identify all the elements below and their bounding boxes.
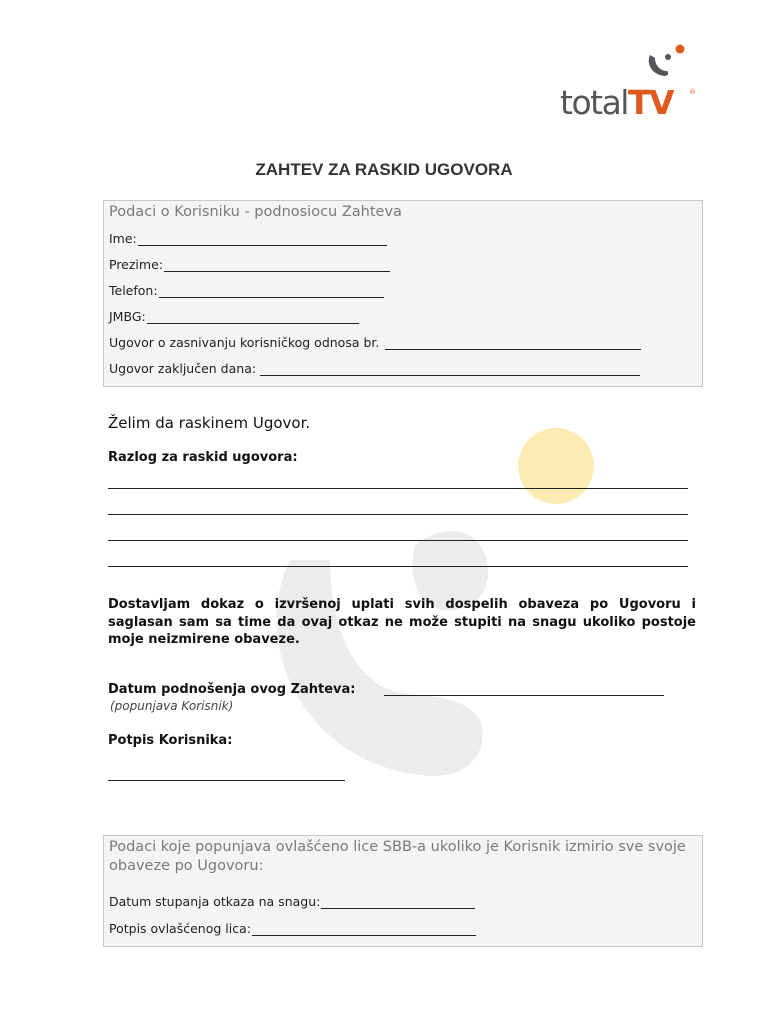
contract-date-label: Ugovor zaključen dana:: [109, 361, 257, 376]
user-section-heading: Podaci o Korisniku - podnosiocu Zahteva: [109, 204, 402, 220]
reason-line-1[interactable]: [108, 488, 688, 489]
reason-line-2[interactable]: [108, 514, 688, 515]
logo-text-tv: TV: [627, 83, 674, 122]
official-section: [103, 835, 703, 947]
last-name-label: Prezime:: [109, 257, 163, 272]
phone-line[interactable]: [159, 285, 384, 298]
submission-date-label: Datum podnošenja ovog Zahteva:: [108, 682, 356, 697]
contract-number-line[interactable]: [385, 337, 641, 350]
termination-date-line[interactable]: [321, 896, 475, 909]
official-signature-line[interactable]: [252, 923, 476, 936]
jmbg-label: JMBG:: [109, 309, 146, 324]
totaltv-logo: [560, 40, 710, 125]
contract-number-field[interactable]: [109, 335, 641, 350]
signature-line[interactable]: [108, 780, 345, 781]
logo-mark-icon: [642, 40, 687, 85]
contract-date-line[interactable]: [260, 363, 640, 376]
logo-wordmark: [560, 83, 674, 122]
official-signature-field[interactable]: [109, 921, 476, 936]
official-signature-label: Potpis ovlašćenog lica:: [109, 921, 251, 936]
first-name-field[interactable]: [109, 231, 387, 246]
reason-label: Razlog za raskid ugovora:: [108, 450, 298, 465]
reason-line-3[interactable]: [108, 540, 688, 541]
termination-date-label: Datum stupanja otkaza na snagu:: [109, 894, 321, 909]
declaration-text: Dostavljam dokaz o izvršenoj uplati svih dospelih obaveza po Ugovoru i saglasan sam sa time da ovaj otkaz ne može stupiti na snagu ukoliko postoje moje neizmirene obaveze.: [108, 597, 696, 647]
last-name-line[interactable]: [164, 259, 390, 272]
phone-field[interactable]: [109, 283, 384, 298]
first-name-label: Ime:: [109, 231, 137, 246]
last-name-field[interactable]: [109, 257, 390, 272]
jmbg-line[interactable]: [147, 311, 359, 324]
signature-label: Potpis Korisnika:: [108, 733, 233, 748]
user-data-section: [103, 200, 703, 387]
first-name-line[interactable]: [138, 233, 387, 246]
registered-mark: ®: [689, 88, 696, 96]
document-title: ZAHTEV ZA RASKID UGOVORA: [255, 160, 513, 179]
reason-line-4[interactable]: [108, 566, 688, 567]
logo-text-total: total: [560, 83, 628, 122]
contract-number-label: Ugovor o zasnivanju korisničkog odnosa br.: [109, 335, 380, 350]
submission-date-line[interactable]: [384, 695, 664, 696]
submission-date-hint: (popunjava Korisnik): [110, 699, 234, 713]
termination-date-field[interactable]: [109, 894, 475, 909]
phone-label: Telefon:: [109, 283, 158, 298]
official-section-heading: Podaci koje popunjava ovlašćeno lice SBB-a ukoliko je Korisnik izmirio sve svoje obaveze po Ugovoru:: [109, 839, 686, 874]
contract-date-field[interactable]: [109, 361, 640, 376]
intro-statement: Želim da raskinem Ugovor.: [108, 414, 311, 432]
jmbg-field[interactable]: [109, 309, 359, 324]
